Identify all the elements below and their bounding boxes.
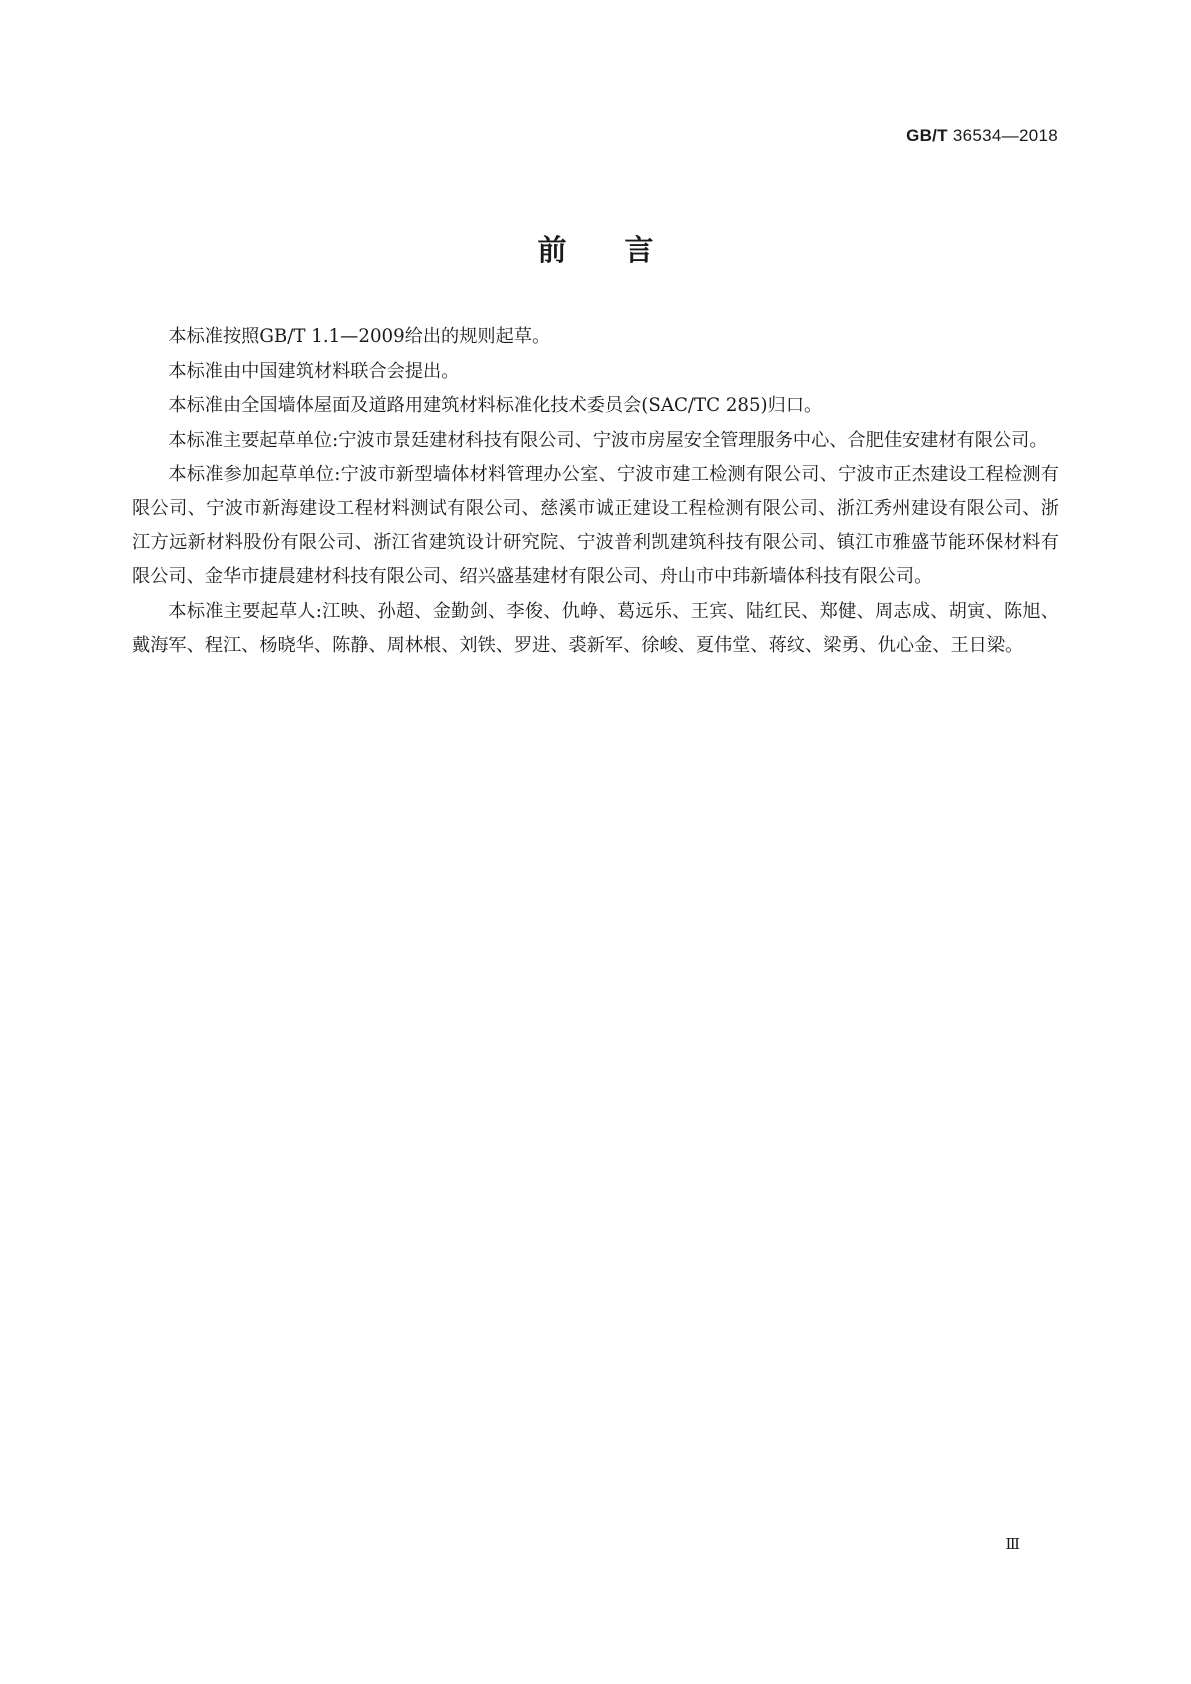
- paragraph-participating-units: 本标准参加起草单位:宁波市新型墙体材料管理办公室、宁波市建工检测有限公司、宁波市正杰建设工程检测有限公司、宁波市新海建设工程材料测试有限公司、慈溪市诚正建设工程检测有限公司、浙江秀州建设有限公司、浙江方远新材料股份有限公司、浙江省建筑设计研究院、宁波普利凯建筑科技有限公司、镇江市雅盛节能环保材料有限公司、金华市捷晨建材科技有限公司、绍兴盛基建材有限公司、舟山市中玮新墙体科技有限公司。: [132, 464, 1059, 587]
- paragraph-drafting-rules: 本标准按照GB/T 1.1—2009给出的规则起草。: [168, 326, 551, 347]
- paragraph-proposer: 本标准由中国建筑材料联合会提出。: [168, 360, 460, 382]
- standard-number: [906, 126, 1058, 146]
- page-number: Ⅲ: [1005, 1535, 1019, 1553]
- standard-code-prefix: GB/T: [906, 126, 948, 145]
- foreword-body: [132, 320, 1059, 663]
- paragraph-main-drafters: 本标准主要起草人:江映、孙超、金勤剑、李俊、仇峥、葛远乐、王宾、陆红民、郑健、周志成、胡寅、陈旭、戴海军、程江、杨晓华、陈静、周林根、刘铁、罗进、裘新军、徐峻、夏伟堂、蒋纹、梁勇、仇心金、王日梁。: [132, 600, 1059, 656]
- paragraph-main-drafting-units: 本标准主要起草单位:宁波市景廷建材科技有限公司、宁波市房屋安全管理服务中心、合肥佳安建材有限公司。: [168, 429, 1048, 451]
- paragraph-responsible-committee: 本标准由全国墙体屋面及道路用建筑材料标准化技术委员会(SAC/TC 285)归口。: [168, 395, 823, 416]
- standard-code-number: 36534—2018: [952, 126, 1058, 145]
- page-title: 前言: [537, 233, 712, 267]
